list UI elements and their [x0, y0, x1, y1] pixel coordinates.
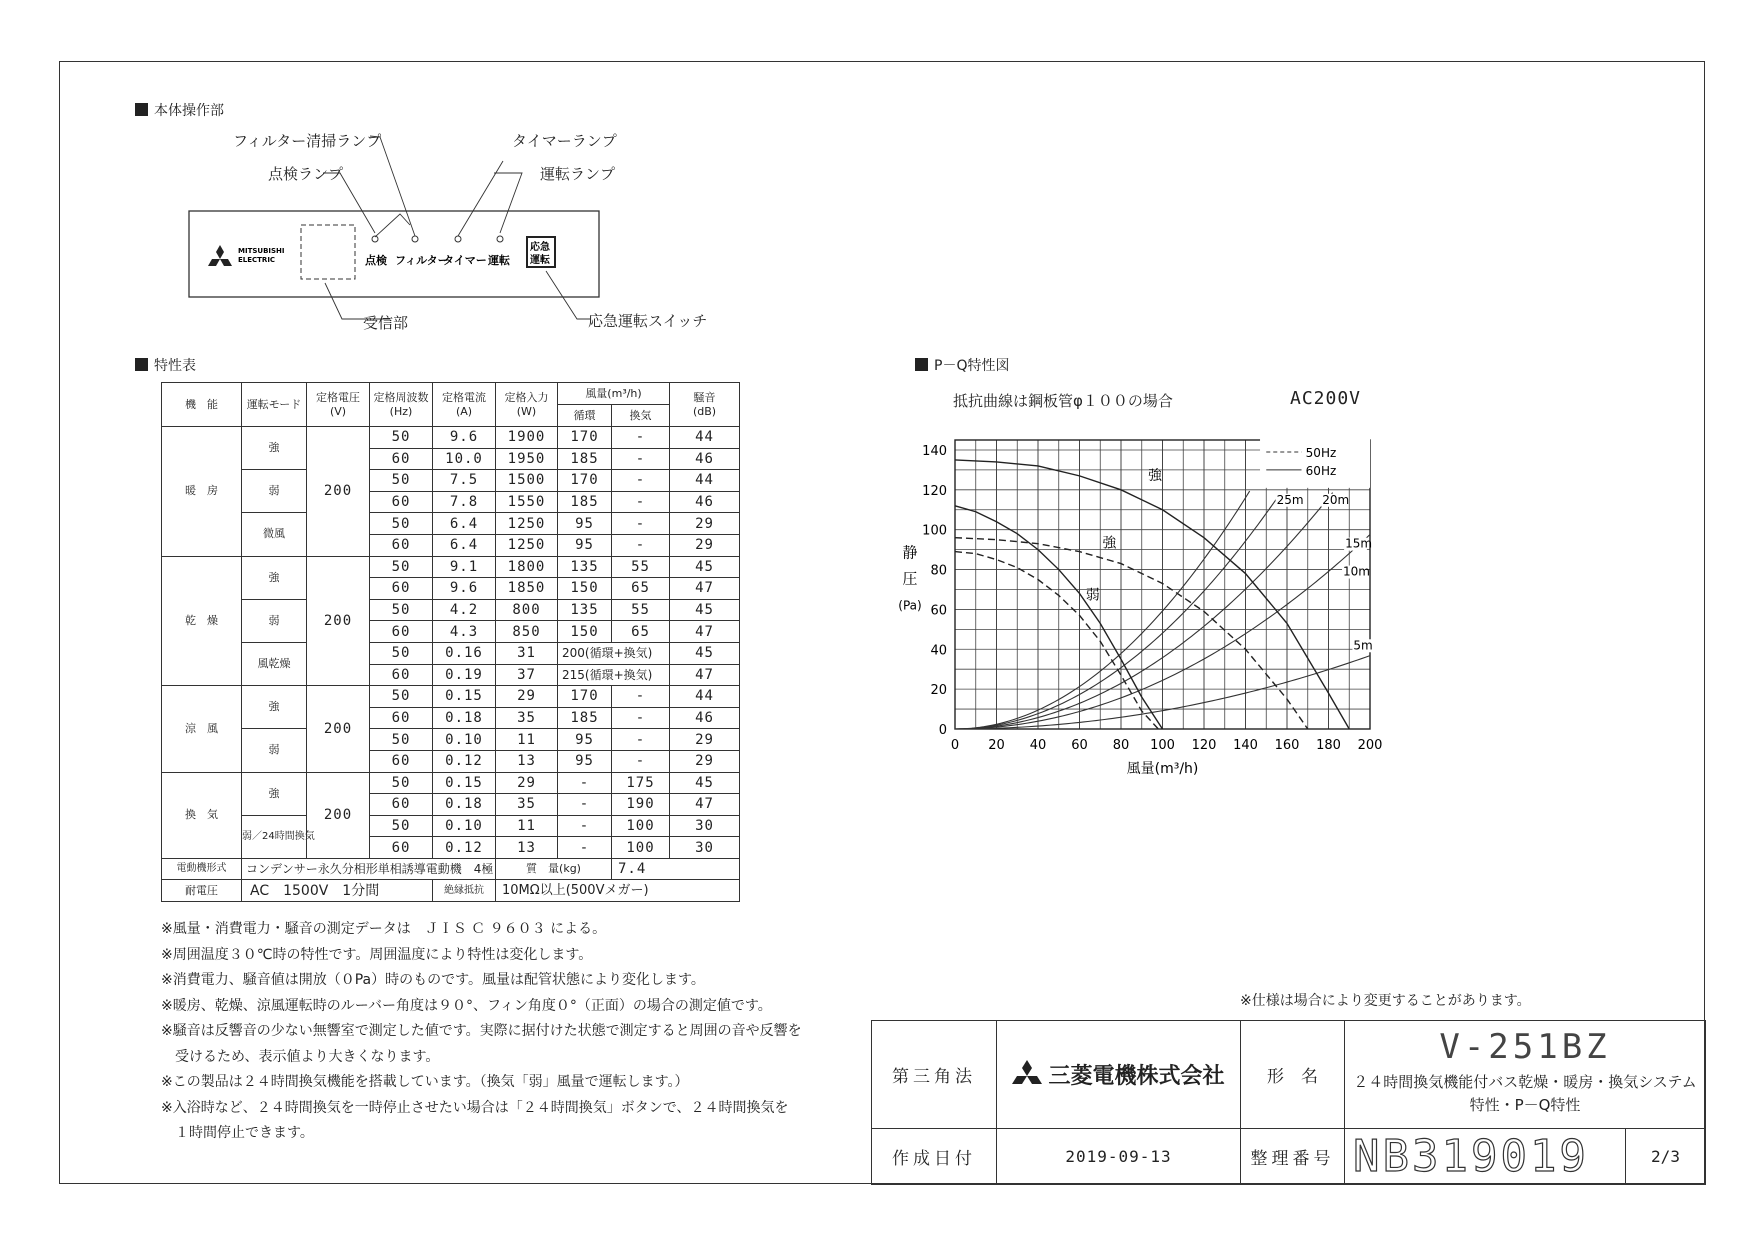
ventilation-cell: -	[612, 707, 670, 729]
model-label: 形 名	[1241, 1021, 1345, 1129]
header-ventilation: 換気	[612, 405, 670, 427]
header-current: 定格電流 (A)	[433, 383, 496, 427]
table-row	[162, 513, 740, 535]
ventilation-cell: -	[612, 729, 670, 751]
current-cell: 0.16	[433, 642, 496, 664]
company-name: 三菱電機株式会社	[1048, 1064, 1225, 1089]
noise-cell: 45	[670, 642, 740, 664]
function-cell: 暖 房	[162, 427, 242, 557]
frequency-cell: 60	[370, 621, 433, 643]
noise-cell: 29	[670, 534, 740, 556]
input-cell: 1900	[496, 427, 558, 449]
header-airflow: 風量(m³/h)	[558, 383, 670, 405]
current-cell: 4.2	[433, 599, 496, 621]
circulation-cell: 170	[558, 427, 612, 449]
callout-check-lamp: 点検ランプ	[268, 165, 344, 183]
circulation-cell: 95	[558, 534, 612, 556]
noise-cell: 46	[670, 491, 740, 513]
legend-50hz: 50Hz	[1305, 445, 1337, 460]
input-cell: 1250	[496, 513, 558, 535]
insulation-label: 絶縁抵抗	[433, 880, 496, 902]
header-voltage: 定格電圧 (V)	[307, 383, 370, 427]
pq-curve-50Hz	[955, 535, 1308, 729]
x-tick-label: 160	[1274, 738, 1300, 753]
noise-cell: 47	[670, 621, 740, 643]
frequency-cell: 60	[370, 794, 433, 816]
input-cell: 11	[496, 729, 558, 751]
current-cell: 9.1	[433, 556, 496, 578]
mode-cell: 強	[242, 772, 307, 815]
resistance-label: 10m	[1343, 564, 1370, 579]
company-cell	[997, 1021, 1241, 1129]
curve-label-weak: 弱	[1085, 587, 1100, 604]
noise-cell: 29	[670, 750, 740, 772]
input-cell: 37	[496, 664, 558, 686]
receiver-window	[301, 225, 355, 279]
chart-title: 抵抗曲線は鋼板管φ１００の場合	[953, 392, 1173, 410]
input-cell: 1800	[496, 556, 558, 578]
frequency-cell: 50	[370, 729, 433, 751]
spec-heading: 特性表	[135, 355, 196, 375]
table-row	[162, 815, 740, 837]
date-value: 2019-09-13	[997, 1129, 1241, 1185]
current-cell: 6.4	[433, 534, 496, 556]
table-row	[162, 556, 740, 578]
input-cell: 11	[496, 815, 558, 837]
frequency-cell: 60	[370, 707, 433, 729]
noise-cell: 46	[670, 707, 740, 729]
number-value: NB319019	[1345, 1129, 1626, 1185]
current-cell: 0.18	[433, 707, 496, 729]
current-cell: 10.0	[433, 448, 496, 470]
circulation-cell: 170	[558, 686, 612, 708]
ventilation-cell: -	[612, 534, 670, 556]
current-cell: 0.10	[433, 729, 496, 751]
ventilation-cell: -	[612, 427, 670, 449]
y-tick-label: 60	[930, 603, 947, 619]
circulation-cell: 135	[558, 599, 612, 621]
spec-change-note: ※仕様は場合により変更することがあります。	[1240, 993, 1531, 1009]
x-tick-label: 60	[1071, 738, 1088, 753]
company-logo-icon	[1012, 1060, 1042, 1090]
note-line: ※暖房、乾燥、涼風運転時のルーバー角度は９０°、フィン角度０°（正面）の場合の測定値です。	[161, 997, 772, 1014]
frequency-cell: 50	[370, 427, 433, 449]
frequency-cell: 50	[370, 642, 433, 664]
frequency-cell: 50	[370, 772, 433, 794]
header-noise: 騒音 (dB)	[670, 383, 740, 427]
frequency-cell: 60	[370, 664, 433, 686]
x-tick-label: 100	[1150, 738, 1175, 753]
curve-label-strong-60: 強	[1147, 467, 1162, 484]
model-subtitle: 特性・P－Q特性	[1469, 1096, 1581, 1114]
circulation-cell: 95	[558, 513, 612, 535]
noise-cell: 44	[670, 470, 740, 492]
ventilation-cell: -	[612, 448, 670, 470]
input-cell: 31	[496, 642, 558, 664]
y-axis-label: 静	[902, 543, 918, 562]
noise-cell: 44	[670, 427, 740, 449]
circulation-cell: 150	[558, 578, 612, 600]
ventilation-cell: 55	[612, 556, 670, 578]
frequency-cell: 60	[370, 578, 433, 600]
indicator-timer: タイマー	[443, 254, 487, 267]
input-cell: 1250	[496, 534, 558, 556]
current-cell: 9.6	[433, 578, 496, 600]
x-tick-label: 80	[1112, 738, 1130, 753]
ventilation-cell: -	[612, 491, 670, 513]
circulation-cell: 150	[558, 621, 612, 643]
y-tick-label: 120	[922, 483, 947, 499]
mass-value: 7.4	[612, 858, 740, 880]
resistance-label: 5m	[1353, 638, 1373, 653]
input-cell: 1950	[496, 448, 558, 470]
note-line: ※この製品は２４時間換気機能を搭載しています。（換気「弱」風量で運転します。）	[161, 1074, 689, 1090]
emergency-text-1: 応急	[530, 242, 550, 253]
ventilation-cell: 55	[612, 599, 670, 621]
mode-cell: 強	[242, 427, 307, 470]
ventilation-cell: -	[612, 513, 670, 535]
ventilation-cell: 190	[612, 794, 670, 816]
voltage-cell: 200	[307, 686, 370, 772]
mode-cell: 微風	[242, 513, 307, 556]
frequency-cell: 50	[370, 470, 433, 492]
chart-heading: P－Q特性図	[915, 355, 1009, 375]
y-tick-label: 80	[930, 563, 947, 579]
input-cell: 13	[496, 837, 558, 859]
frequency-cell: 60	[370, 750, 433, 772]
voltage-cell: 200	[307, 556, 370, 686]
mode-cell: 強	[242, 686, 307, 729]
note-line: ※騒音は反響音の少ない無響室で測定した値です。実際に据付けた状態で測定すると周囲の音や反響を	[161, 1023, 802, 1039]
noise-cell: 30	[670, 815, 740, 837]
note-line: ※入浴時など、２４時間換気を一時停止させたい場合は「２４時間換気」ボタンで、２４時間換気を	[161, 1099, 789, 1116]
logo-text-1: MITSUBISHI	[238, 247, 285, 255]
run-lamp	[497, 236, 503, 242]
table-row	[162, 772, 740, 794]
current-cell: 7.5	[433, 470, 496, 492]
current-cell: 0.15	[433, 686, 496, 708]
x-tick-label: 200	[1357, 738, 1383, 753]
logo-text-2: ELECTRIC	[238, 256, 276, 264]
input-cell: 29	[496, 686, 558, 708]
voltage-cell: 200	[307, 427, 370, 557]
panel-heading: 本体操作部	[135, 100, 224, 120]
curve-label-strong-50: 強	[1102, 535, 1117, 552]
x-tick-label: 140	[1233, 738, 1258, 753]
header-function: 機 能	[162, 383, 242, 427]
current-cell: 0.15	[433, 772, 496, 794]
noise-cell: 45	[670, 599, 740, 621]
ventilation-cell: 100	[612, 815, 670, 837]
input-cell: 13	[496, 750, 558, 772]
y-tick-label: 0	[938, 723, 947, 738]
noise-cell: 47	[670, 664, 740, 686]
resistance-label: 25m	[1276, 492, 1304, 507]
model-description: ２４時間換気機能付バス乾燥・暖房・換気システム	[1353, 1073, 1697, 1091]
input-cell: 1500	[496, 470, 558, 492]
table-row	[162, 599, 740, 621]
x-tick-label: 40	[1029, 738, 1047, 753]
noise-cell: 29	[670, 729, 740, 751]
y-tick-label: 140	[922, 443, 947, 459]
spec-table	[161, 382, 740, 902]
circulation-cell: -	[558, 794, 612, 816]
indicator-filter: フィルター	[395, 254, 449, 267]
ventilation-cell: 65	[612, 621, 670, 643]
frequency-cell: 50	[370, 556, 433, 578]
frequency-cell: 60	[370, 491, 433, 513]
voltage-cell: 200	[307, 772, 370, 858]
resistance-label: 20m	[1322, 492, 1350, 507]
mode-cell: 弱	[242, 470, 307, 513]
table-row	[162, 642, 740, 664]
note-line: 受けるため、表示値より大きくなります。	[161, 1048, 440, 1065]
callout-timer-lamp: タイマーランプ	[512, 132, 617, 150]
ventilation-cell: 175	[612, 772, 670, 794]
ventilation-cell: -	[612, 750, 670, 772]
y-tick-label: 20	[930, 683, 947, 699]
timer-lamp	[455, 236, 461, 242]
circulation-cell: -	[558, 772, 612, 794]
operation-panel-diagram	[180, 125, 720, 340]
emergency-text-2: 運転	[530, 255, 550, 266]
x-tick-label: 20	[988, 738, 1005, 753]
indicator-check: 点検	[365, 254, 387, 267]
noise-cell: 47	[670, 578, 740, 600]
model-cell	[1345, 1021, 1706, 1129]
ventilation-cell: -	[612, 686, 670, 708]
function-cell: 換 気	[162, 772, 242, 858]
x-tick-label: 180	[1316, 738, 1341, 753]
header-circulation: 循環	[558, 405, 612, 427]
input-cell: 850	[496, 621, 558, 643]
table-row	[162, 729, 740, 751]
circulation-cell: 185	[558, 491, 612, 513]
projection-method: 第三角法	[872, 1021, 997, 1129]
circulation-cell: 135	[558, 556, 612, 578]
note-line: ※消費電力、騒音値は開放（０Pa）時のものです。風量は配管状態により変化します。	[161, 972, 705, 988]
callout-emergency-switch: 応急運転スイッチ	[588, 312, 708, 330]
mass-label: 質 量(kg)	[496, 858, 612, 880]
chart-supply: AC200V	[1290, 388, 1362, 409]
current-cell: 0.12	[433, 837, 496, 859]
frequency-cell: 50	[370, 815, 433, 837]
frequency-cell: 50	[370, 599, 433, 621]
noise-cell: 44	[670, 686, 740, 708]
withstand-label: 耐電圧	[162, 880, 242, 902]
frequency-cell: 60	[370, 448, 433, 470]
airflow-combined-cell: 215(循環+換気)	[558, 664, 670, 686]
current-cell: 7.8	[433, 491, 496, 513]
mitsubishi-logo-icon	[208, 245, 232, 266]
y-tick-label: 40	[930, 643, 947, 659]
callout-run-lamp: 運転ランプ	[540, 165, 616, 183]
motor-label: 電動機形式	[162, 858, 242, 880]
noise-cell: 47	[670, 794, 740, 816]
number-label: 整理番号	[1241, 1129, 1345, 1185]
current-cell: 0.18	[433, 794, 496, 816]
date-label: 作成日付	[872, 1129, 997, 1185]
function-cell: 涼 風	[162, 686, 242, 772]
y-tick-label: 100	[922, 523, 947, 539]
frequency-cell: 50	[370, 513, 433, 535]
y-axis-label: 圧	[902, 569, 918, 588]
mode-cell: 弱	[242, 729, 307, 772]
y-axis-label: (Pa)	[898, 598, 922, 613]
table-row	[162, 427, 740, 449]
legend-60hz: 60Hz	[1305, 463, 1337, 478]
x-axis-label: 風量(m³/h)	[1126, 761, 1199, 777]
circulation-cell: 185	[558, 448, 612, 470]
current-cell: 0.12	[433, 750, 496, 772]
title-block	[871, 1020, 1706, 1185]
ventilation-cell: 100	[612, 837, 670, 859]
circulation-cell: 95	[558, 750, 612, 772]
circulation-cell: 185	[558, 707, 612, 729]
input-cell: 800	[496, 599, 558, 621]
current-cell: 9.6	[433, 427, 496, 449]
note-line: １時間停止できます。	[161, 1125, 314, 1141]
circulation-cell: 170	[558, 470, 612, 492]
model-number: V-251BZ	[1439, 1027, 1611, 1067]
pq-chart	[880, 415, 1383, 785]
header-mode: 運転モード	[242, 383, 307, 427]
resistance-label: 15m	[1345, 536, 1373, 551]
input-cell: 29	[496, 772, 558, 794]
sheet-number: 2/3	[1626, 1129, 1706, 1185]
ventilation-cell: -	[612, 470, 670, 492]
callout-receiver: 受信部	[363, 314, 409, 332]
input-cell: 1850	[496, 578, 558, 600]
header-frequency: 定格周波数 (Hz)	[370, 383, 433, 427]
circulation-cell: -	[558, 815, 612, 837]
x-tick-label: 120	[1191, 738, 1217, 753]
frequency-cell: 50	[370, 686, 433, 708]
current-cell: 4.3	[433, 621, 496, 643]
noise-cell: 45	[670, 772, 740, 794]
frequency-cell: 60	[370, 837, 433, 859]
noise-cell: 30	[670, 837, 740, 859]
note-line: ※周囲温度３０℃時の特性です。周囲温度により特性は変化します。	[161, 946, 593, 963]
circulation-cell: 95	[558, 729, 612, 751]
indicator-run: 運転	[488, 254, 510, 267]
noise-cell: 45	[670, 556, 740, 578]
noise-cell: 46	[670, 448, 740, 470]
current-cell: 0.10	[433, 815, 496, 837]
pq-curve-50Hz	[955, 552, 1158, 729]
note-line: ※風量・消費電力・騒音の測定データは ＪＩＳ Ｃ ９６０３ による。	[161, 921, 607, 937]
table-row	[162, 470, 740, 492]
filter-lamp	[412, 236, 418, 242]
header-input: 定格入力 (W)	[496, 383, 558, 427]
x-tick-label: 0	[950, 738, 960, 753]
notes	[161, 918, 802, 1148]
motor-value: コンデンサー永久分相形単相誘導電動機 4極	[242, 858, 496, 880]
withstand-value: AC 1500V 1分間	[242, 880, 433, 902]
input-cell: 1550	[496, 491, 558, 513]
noise-cell: 29	[670, 513, 740, 535]
airflow-combined-cell: 200(循環+換気)	[558, 642, 670, 664]
table-row	[162, 686, 740, 708]
input-cell: 35	[496, 707, 558, 729]
mode-cell: 風乾燥	[242, 642, 307, 685]
mode-cell: 弱／24時間換気	[242, 815, 307, 858]
insulation-value: 10MΩ以上(500Vメガー)	[496, 880, 740, 902]
circulation-cell: -	[558, 837, 612, 859]
resistance-curve	[955, 496, 1279, 729]
mode-cell: 弱	[242, 599, 307, 642]
current-cell: 0.19	[433, 664, 496, 686]
function-cell: 乾 燥	[162, 556, 242, 686]
current-cell: 6.4	[433, 513, 496, 535]
callout-filter-lamp: フィルター清掃ランプ	[233, 132, 382, 150]
frequency-cell: 60	[370, 534, 433, 556]
mode-cell: 強	[242, 556, 307, 599]
input-cell: 35	[496, 794, 558, 816]
ventilation-cell: 65	[612, 578, 670, 600]
